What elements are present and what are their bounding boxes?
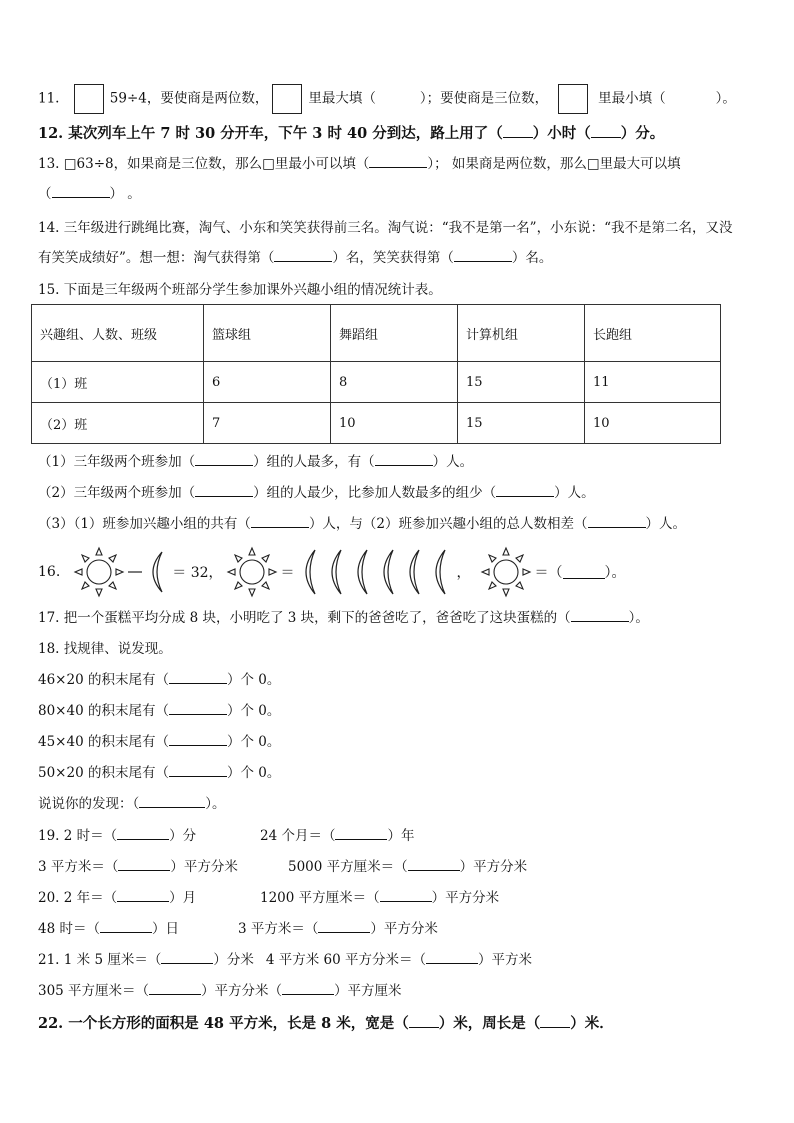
answer-box[interactable] <box>74 84 104 114</box>
table-row <box>32 403 721 444</box>
answer-blank[interactable] <box>380 889 432 902</box>
moon-icon <box>425 544 451 600</box>
answer-blank[interactable] <box>169 702 227 715</box>
question-15-sub2: （2）三年级两个班参加（ ）组的人最少，比参加人数最多的组少（ ）人。 <box>38 485 595 501</box>
answer-blank[interactable] <box>454 249 512 262</box>
moon-icon <box>347 544 373 600</box>
answer-blank[interactable] <box>318 920 370 933</box>
question-11: 11. 59÷4，要使商是两位数， 里最大填（ ）；要使商是三位数， 里最小填（ ）。 <box>38 84 736 114</box>
answer-blank[interactable] <box>282 982 334 995</box>
answer-blank[interactable] <box>195 484 253 497</box>
answer-blank[interactable] <box>251 515 309 528</box>
answer-blank[interactable] <box>540 1015 570 1028</box>
table-header-row <box>32 305 721 362</box>
answer-blank[interactable] <box>369 155 427 168</box>
answer-blank[interactable] <box>169 733 227 746</box>
question-15-sub1: （1）三年级两个班参加（ ）组的人最多，有（ ）人。 <box>38 454 474 470</box>
question-17: 17. 把一个蛋糕平均分成 8 块，小明吃了 3 块，剩下的爸爸吃了，爸爸吃了这块蛋糕的（ ）。 <box>38 610 649 626</box>
answer-blank[interactable] <box>117 889 169 902</box>
sun-icon <box>223 544 281 600</box>
table-cell: 11 <box>585 362 721 403</box>
question-18-item: 80×40 的积末尾有（ ）个 0。 <box>38 703 281 719</box>
answer-blank[interactable] <box>426 951 478 964</box>
moon-icon <box>399 544 425 600</box>
answer-blank[interactable] <box>408 858 460 871</box>
answer-blank[interactable] <box>118 858 170 871</box>
question-18-item: 45×40 的积末尾有（ ）个 0。 <box>38 734 281 750</box>
sun-icon <box>70 544 128 600</box>
answer-blank[interactable] <box>591 125 621 138</box>
answer-box[interactable] <box>272 84 302 114</box>
answer-blank[interactable] <box>117 827 169 840</box>
question-18-item: 46×20 的积末尾有（ ）个 0。 <box>38 672 281 688</box>
table-cell: 10 <box>585 403 721 444</box>
table-row <box>32 362 721 403</box>
answer-blank[interactable] <box>274 249 332 262</box>
table-cell: 8 <box>331 362 458 403</box>
table-cell: 15 <box>458 403 585 444</box>
table-cell: 10 <box>331 403 458 444</box>
table-cell: 15 <box>458 362 585 403</box>
moon-icon <box>142 544 168 600</box>
question-20: 20. 2 年＝（ ）月 1200 平方厘米＝（ ）平方分米 <box>38 890 500 906</box>
answer-box[interactable] <box>558 84 588 114</box>
answer-blank[interactable] <box>195 453 253 466</box>
question-18-item: 50×20 的积末尾有（ ）个 0。 <box>38 765 281 781</box>
stats-table <box>31 304 721 444</box>
table-header: 篮球组 <box>204 305 331 362</box>
question-21-line2: 305 平方厘米＝（ ）平方分米（ ）平方厘米 <box>38 983 402 999</box>
answer-blank[interactable] <box>409 1015 439 1028</box>
answer-blank[interactable] <box>375 453 433 466</box>
answer-blank[interactable] <box>161 951 213 964</box>
table-header: 舞蹈组 <box>331 305 458 362</box>
answer-blank[interactable] <box>149 982 201 995</box>
question-15-sub3: （3）（1）班参加兴趣小组的共有（ ）人，与（2）班参加兴趣小组的总人数相差（ ）人。 <box>38 516 687 532</box>
question-18: 18. 找规律、说发现。 <box>38 641 172 657</box>
table-header: 兴趣组、人数、班级 <box>32 305 204 362</box>
answer-blank[interactable] <box>335 827 387 840</box>
question-22: 22. 一个长方形的面积是 48 平方米，长是 8 米，宽是（ ）米，周长是（ ）米． <box>38 1015 614 1032</box>
question-20-line2: 48 时＝（ ）日 3 平方米＝（ ）平方分米 <box>38 921 438 937</box>
question-12: 12. 某次列车上午 7 时 30 分开车，下午 3 时 40 分到达，路上用了（ ）小时（ ）分。 <box>38 125 665 142</box>
answer-blank[interactable] <box>563 566 605 579</box>
question-15: 15. 下面是三年级两个班部分学生参加课外兴趣小组的情况统计表。 <box>38 282 442 298</box>
table-header: 计算机组 <box>458 305 585 362</box>
answer-blank[interactable] <box>588 515 646 528</box>
answer-blank[interactable] <box>100 920 152 933</box>
sun-icon <box>477 544 535 600</box>
answer-blank[interactable] <box>169 764 227 777</box>
answer-blank[interactable] <box>503 125 533 138</box>
table-header: 长跑组 <box>585 305 721 362</box>
question-14: 14. 三年级进行跳绳比赛，淘气、小东和笑笑获得前三名。淘气说：“我不是第一名”，小东说：“我不是第二名，又没 <box>38 220 733 236</box>
question-21: 21. 1 米 5 厘米＝（ ）分米 4 平方米 60 平方分米＝（ ）平方米 <box>38 952 532 968</box>
question-19: 19. 2 时＝（ ）分 24 个月＝（ ）年 <box>38 828 415 844</box>
table-cell: （1）班 <box>32 362 204 403</box>
table-cell: 6 <box>204 362 331 403</box>
answer-blank[interactable] <box>139 795 205 808</box>
question-13-line2: （ ） 。 <box>38 186 141 202</box>
question-14-line2: 有笑笑成绩好”。想一想：淘气获得第（ ）名，笑笑获得第（ ）名。 <box>38 250 553 266</box>
minus-sign <box>128 544 142 600</box>
question-18-discovery: 说说你的发现：（ ）。 <box>38 796 226 812</box>
answer-blank[interactable] <box>496 484 554 497</box>
moon-icon <box>295 544 321 600</box>
answer-blank[interactable] <box>169 671 227 684</box>
question-16: 16. ＝ 32， ＝ ， ＝（ ）。 <box>38 544 626 600</box>
question-13: 13. □63÷8，如果商是三位数，那么□里最小可以填（ ）； 如果商是两位数，那么□里最大可以填 <box>38 156 681 172</box>
answer-blank[interactable] <box>52 185 110 198</box>
question-19-line2: 3 平方米＝（ ）平方分米 5000 平方厘米＝（ ）平方分米 <box>38 859 528 875</box>
moon-icon <box>373 544 399 600</box>
answer-blank[interactable] <box>571 609 629 622</box>
table-cell: （2）班 <box>32 403 204 444</box>
table-cell: 7 <box>204 403 331 444</box>
moon-icon <box>321 544 347 600</box>
